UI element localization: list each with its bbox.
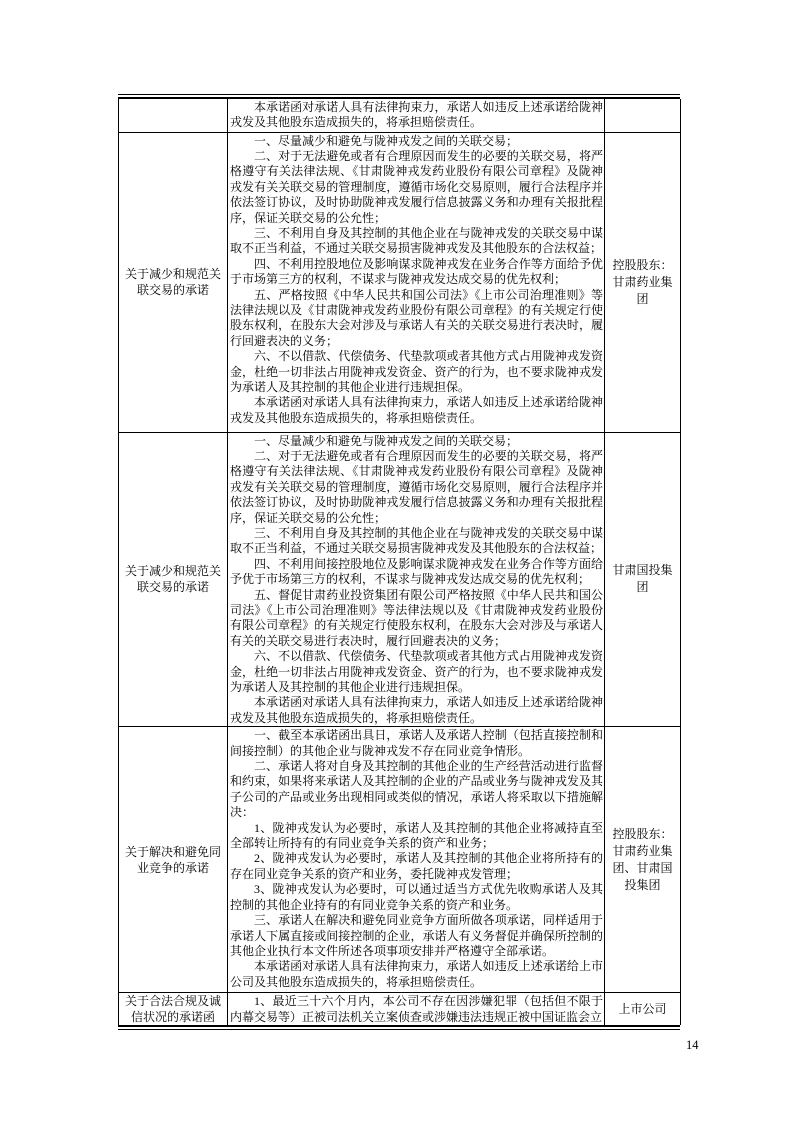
- paragraph: 二、承诺人将对自身及其控制的其他企业的生产经营活动进行监督和约束，如果将来承诺人及其控制的企业的产品或业务与陇神戎发及其子公司的产品或业务出现相同或类似的情况，承诺人将采取以下措施解决：: [230, 759, 603, 820]
- category-cell: [119, 727, 228, 993]
- paragraph: 三、不利用自身及其控制的其他企业在与陇神戎发的关联交易中谋取不正当利益，不通过关联交易损害陇神戎发及其他股东的合法权益；: [230, 525, 603, 556]
- paragraph: 六、不以借款、代偿债务、代垫款项或者其他方式占用陇神戎发资金，杜绝一切非法占用陇神戎发资金、资产的行为，也不要求陇神戎发为承诺人及其控制的其他企业进行违规担保。: [230, 349, 603, 394]
- table-row: [119, 432, 681, 727]
- party-cell: [605, 99, 681, 132]
- paragraph: 一、尽量减少和避免与陇神戎发之间的关联交易；: [254, 433, 519, 448]
- content-cell: [228, 432, 605, 727]
- paragraph: 2、陇神戎发认为必要时，承诺人及其控制的其他企业将所持有的存在同业竞争关系的资产和业务，委托陇神戎发管理；: [230, 851, 603, 881]
- paragraph: 本承诺函对承诺人具有法律拘束力，承诺人如违反上述承诺给陇神戎发及其他股东造成损失的，将承担赔偿责任。: [230, 695, 603, 725]
- party-label: 上市公司: [618, 1001, 667, 1016]
- table-row: [119, 132, 681, 432]
- party-cell: [605, 432, 681, 727]
- table-continuation-border-bottom: [118, 1025, 680, 1030]
- paragraph: 二、对于无法避免或者有合理原因而发生的必要的关联交易，将严格遵守有关法律法规、《甘肃陇神戎发药业股份有限公司章程》及陇神戎发有关关联交易的管理制度，遵循市场化交易原则，履行合法程序并依法签订协议，及时协助陇神戎发履行信息披露义务和办理有关报批程序，保证关联交易的公允性；: [230, 148, 603, 225]
- paragraph: 五、督促甘肃药业投资集团有限公司严格按照《中华人民共和国公司法》《上市公司治理准则》等法律法规以及《甘肃陇神戎发药业股份有限公司章程》的有关规定行使股东权利，在股东大会对涉及与承诺人有关的关联交易进行表决时，履行回避表决的义务；: [230, 587, 603, 648]
- content-cell: [228, 99, 605, 132]
- category-label: 关于减少和规范关联交易的承诺: [124, 267, 221, 297]
- commitments-table: [118, 94, 680, 1030]
- paragraph: 本承诺函对承诺人具有法律拘束力，承诺人如违反上述承诺给陇神戎发及其他股东造成损失的，将承担赔偿责任。: [230, 100, 603, 130]
- party-cell: [605, 132, 681, 432]
- paragraph-list: [228, 433, 604, 727]
- paragraph: 本承诺函对承诺人具有法律拘束力，承诺人如违反上述承诺给上市公司及其他股东造成损失的，将承担赔偿责任。: [230, 959, 603, 989]
- paragraph: 1、最近三十六个月内，本公司不存在因涉嫌犯罪（包括但不限于内幕交易等）正被司法机关立案侦查或涉嫌违法违规正被中国证监会立: [230, 994, 603, 1024]
- table-row: [119, 99, 681, 132]
- category-label: 关于合法合规及诚信状况的承诺函: [124, 994, 221, 1025]
- paragraph: 二、对于无法避免或者有合理原因而发生的必要的关联交易，将严格遵守有关法律法规、《甘肃陇神戎发药业股份有限公司章程》及陇神戎发有关关联交易的管理制度，遵循市场化交易原则，履行合法程序并依法签订协议，及时协助陇神戎发履行信息披露义务和办理有关报批程序，保证关联交易的公允性；: [230, 448, 603, 525]
- paragraph: 三、承诺人在解决和避免同业竞争方面所做各项承诺，同样适用于承诺人下属直接或间接控制的企业，承诺人有义务督促并确保所控制的其他企业执行本文件所述各项事项安排并严格遵守全部承诺。: [230, 913, 603, 958]
- paragraph: 3、陇神戎发认为必要时，可以通过适当方式优先收购承诺人及其控制的其他企业持有的有同业竞争关系的资产和业务。: [230, 882, 603, 912]
- paragraph: 四、不利用间接控股地位及影响谋求陇神戎发在业务合作等方面给予优于市场第三方的权利，不谋求与陇神戎发达成交易的优先权利；: [230, 556, 603, 587]
- content-cell: [228, 993, 605, 1026]
- paragraph: 六、不以借款、代偿债务、代垫款项或者其他方式占用陇神戎发资金，杜绝一切非法占用陇神戎发资金、资产的行为，也不要求陇神戎发为承诺人及其控制的其他企业进行违规担保。: [230, 649, 603, 694]
- paragraph: 三、不利用自身及其控制的其他企业在与陇神戎发的关联交易中谋取不正当利益，不通过关联交易损害陇神戎发及其他股东的合法权益；: [230, 225, 603, 256]
- category-cell: [119, 993, 228, 1026]
- party-label: 甘肃国投集团: [612, 563, 673, 595]
- content-cell: [228, 132, 605, 432]
- party-cell: [605, 993, 681, 1026]
- table-row: [119, 993, 681, 1026]
- party-cell: [605, 727, 681, 993]
- category-label: 关于减少和规范关联交易的承诺: [124, 564, 221, 595]
- paragraph: 1、陇神戎发认为必要时，承诺人及其控制的其他企业将减持直至全部转让所持有的有同业竞争关系的资产和业务；: [230, 820, 603, 851]
- paragraph: 五、严格按照《中华人民共和国公司法》《上市公司治理准则》等法律法规以及《甘肃陇神戎发药业股份有限公司章程》的有关规定行使股东权利，在股东大会对涉及与承诺人有关的关联交易进行表决时，履行回避表决的义务；: [230, 287, 603, 348]
- category-cell: [119, 132, 228, 432]
- party-label: 控股股东：甘肃药业集团: [612, 257, 673, 306]
- category-label: 关于解决和避免同业竞争的承诺: [124, 844, 221, 875]
- table-row: [119, 727, 681, 993]
- category-cell: [119, 99, 228, 132]
- party-label: 控股股东：甘肃药业集团、甘肃国投集团: [612, 826, 673, 892]
- paragraph-list: [228, 993, 604, 1025]
- paragraph-list: [228, 99, 604, 131]
- paragraph-list: [228, 727, 604, 990]
- content-cell: [228, 727, 605, 993]
- paragraph: 本承诺函对承诺人具有法律拘束力，承诺人如违反上述承诺给陇神戎发及其他股东造成损失的，将承担赔偿责任。: [230, 395, 603, 425]
- paragraph-list: [228, 133, 604, 427]
- paragraph: 一、截至本承诺函出具日，承诺人及承诺人控制（包括直接控制和间接控制）的其他企业与陇神戎发不存在同业竞争情形。: [230, 728, 603, 758]
- paragraph: 四、不利用控股地位及影响谋求陇神戎发在业务合作等方面给予优于市场第三方的权利，不谋求与陇神戎发达成交易的优先权利；: [230, 256, 603, 287]
- page-number: 14: [686, 1038, 699, 1052]
- commitments-table-grid: [118, 99, 681, 1025]
- category-cell: [119, 432, 228, 727]
- paragraph: 一、尽量减少和避免与陇神戎发之间的关联交易；: [254, 133, 519, 148]
